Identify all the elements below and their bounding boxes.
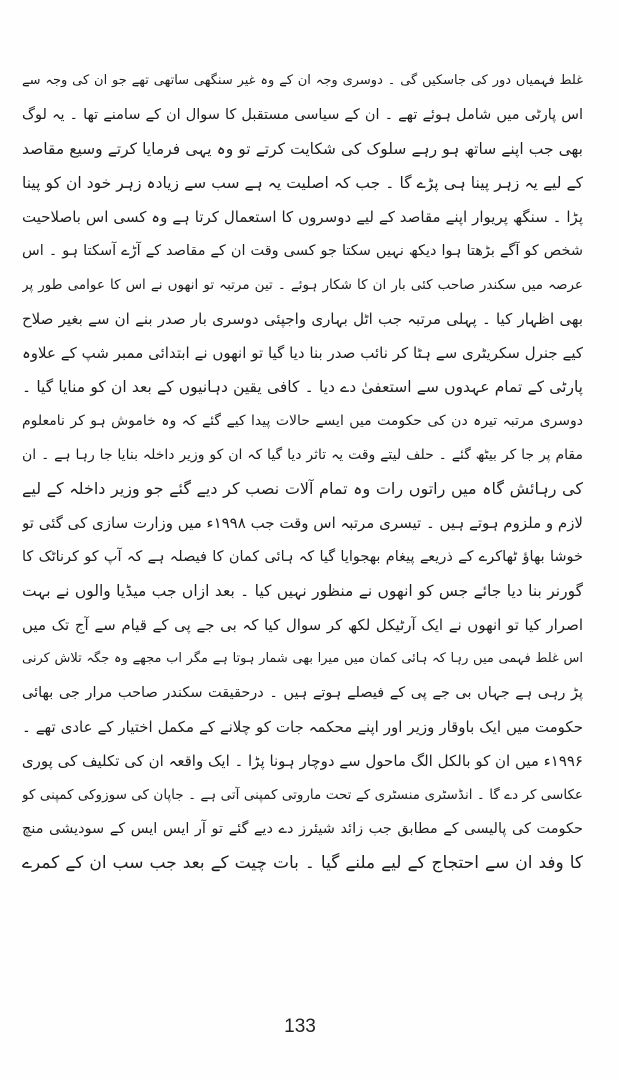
- text-line: حکومت کی پالیسی کے مطابق جب زائد شیئرز دے دیے گئے تو آر ایس ایس کے سودیشی منچ: [22, 821, 583, 837]
- text-line: مقام پر جا کر بیٹھ گئے ۔ حلف لیتے وقت یہ تاثر دیا گیا کہ ان کو وزیر داخلہ بنایا جا رہا ہے ۔ ان: [22, 447, 583, 463]
- text-line: پارٹی کے تمام عہدوں سے استعفیٰ دے دیا ۔ کافی یقین دہانیوں کے بعد ان کو منایا گیا ۔: [22, 378, 583, 396]
- text-line: لازم و ملزوم ہوتے ہیں ۔ تیسری مرتبہ اس وقت جب ۱۹۹۸ء میں وزارت سازی کی گئی تو: [22, 514, 583, 532]
- text-line: کا وفد ان سے احتجاج کے لیے ملنے گیا ۔ بات چیت کے بعد جب سب ان کے کمرے: [22, 853, 583, 873]
- text-line: شخص کو آگے بڑھتا ہوا دیکھ نہیں سکتا جو کسی وقت ان کے مقاصد کے آڑے آسکتا ہو ۔ اس: [22, 243, 583, 259]
- text-line: عرصہ میں سکندر صاحب کئی بار ان کا شکار ہوئے ۔ تین مرتبہ تو انھوں نے اس کا عوامی طور پر: [22, 277, 583, 293]
- text-line: گورنر بنا دیا جائے جس کو انھوں نے منظور نہیں کیا ۔ بعد ازاں جب میڈیا والوں نے بہت: [22, 582, 583, 600]
- text-line: غلط فہمیاں دور کی جاسکیں گی ۔ دوسری وجہ ان کے وہ غیر سنگھی ساتھی تھے جو ان کی وجہ سے: [22, 73, 583, 88]
- text-line: ۱۹۹۶ء میں ان کو بالکل الگ ماحول سے دوچار ہونا پڑا ۔ ایک واقعہ ان کی تکلیف کی پوری: [22, 752, 583, 770]
- text-line: خوشا بھاؤ ٹھاکرے کے ذریعے پیغام بھجوایا گیا کہ ہائی کمان کا فیصلہ ہے کہ آپ کو کرناٹک کا: [22, 549, 583, 565]
- text-line: عکاسی کر دے گا ۔ انڈسٹری منسٹری کے تحت ماروتی کمپنی آتی ہے ۔ جاپان کی سوزوکی کمپنی کو: [22, 787, 583, 803]
- text-line: بھی اظہار کیا ۔ پہلی مرتبہ جب اٹل بہاری واجپئی دوسری بار صدر بنے ان سے بغیر صلاح: [22, 310, 583, 328]
- text-line: کی رہائش گاہ میں راتوں رات وہ تمام آلات نصب کر دیے گئے جو وزیر داخلہ کے لیے: [22, 479, 583, 498]
- text-line: بھی جب اپنے ساتھ ہو رہے سلوک کی شکایت کرتے تو وہ یہی فرمایا کرتے وسیع مقاصد: [22, 140, 583, 158]
- text-line: پڑا ۔ سنگھ پریوار اپنے مقاصد کے لیے دوسروں کا استعمال کرتا ہے وہ کسی اس باصلاحیت: [22, 208, 583, 226]
- text-line: کے لیے یہ زہر پینا ہی پڑے گا ۔ جب کہ اصلیت یہ ہے سب سے زیادہ زہر خود ان کو پینا: [22, 174, 583, 192]
- text-line: حکومت میں ایک باوقار وزیر اور اپنے محکمہ جات کو چلانے کے مکمل اختیار کے عادی تھے ۔: [22, 718, 583, 736]
- page-number: 133: [284, 1016, 316, 1037]
- urdu-body-text: [22, 64, 583, 880]
- text-line: پڑ رہی ہے جہاں بی جے پی کے فیصلے ہوتے ہیں ۔ درحقیقت سکندر صاحب مرار جی بھائی: [22, 685, 583, 701]
- text-line: دوسری مرتبہ تیرہ دن کی حکومت میں ایسے حالات پیدا کیے گئے کہ وہ خاموش ہو کر نامعلوم: [22, 413, 583, 429]
- text-line: اس پارٹی میں شامل ہوئے تھے ۔ ان کے سیاسی مستقبل کا سوال ان کے سامنے تھا ۔ یہ لوگ: [22, 107, 583, 123]
- text-line: اصرار کیا تو انھوں نے ایک آرٹیکل لکھ کر سوال کیا کہ بی جے پی کے قیام سے آج تک میں: [22, 616, 583, 634]
- text-line: اس غلط فہمی میں رہا کہ ہائی کمان میں میرا بھی شمار ہوتا ہے مگر اب مجھے وہ جگہ تلاش کرنی: [22, 651, 583, 666]
- text-line: کیے جنرل سکریٹری سے ہٹا کر نائب صدر بنا دیا گیا تو انھوں نے ابتدائی ممبر شپ کے علاوہ: [22, 344, 583, 362]
